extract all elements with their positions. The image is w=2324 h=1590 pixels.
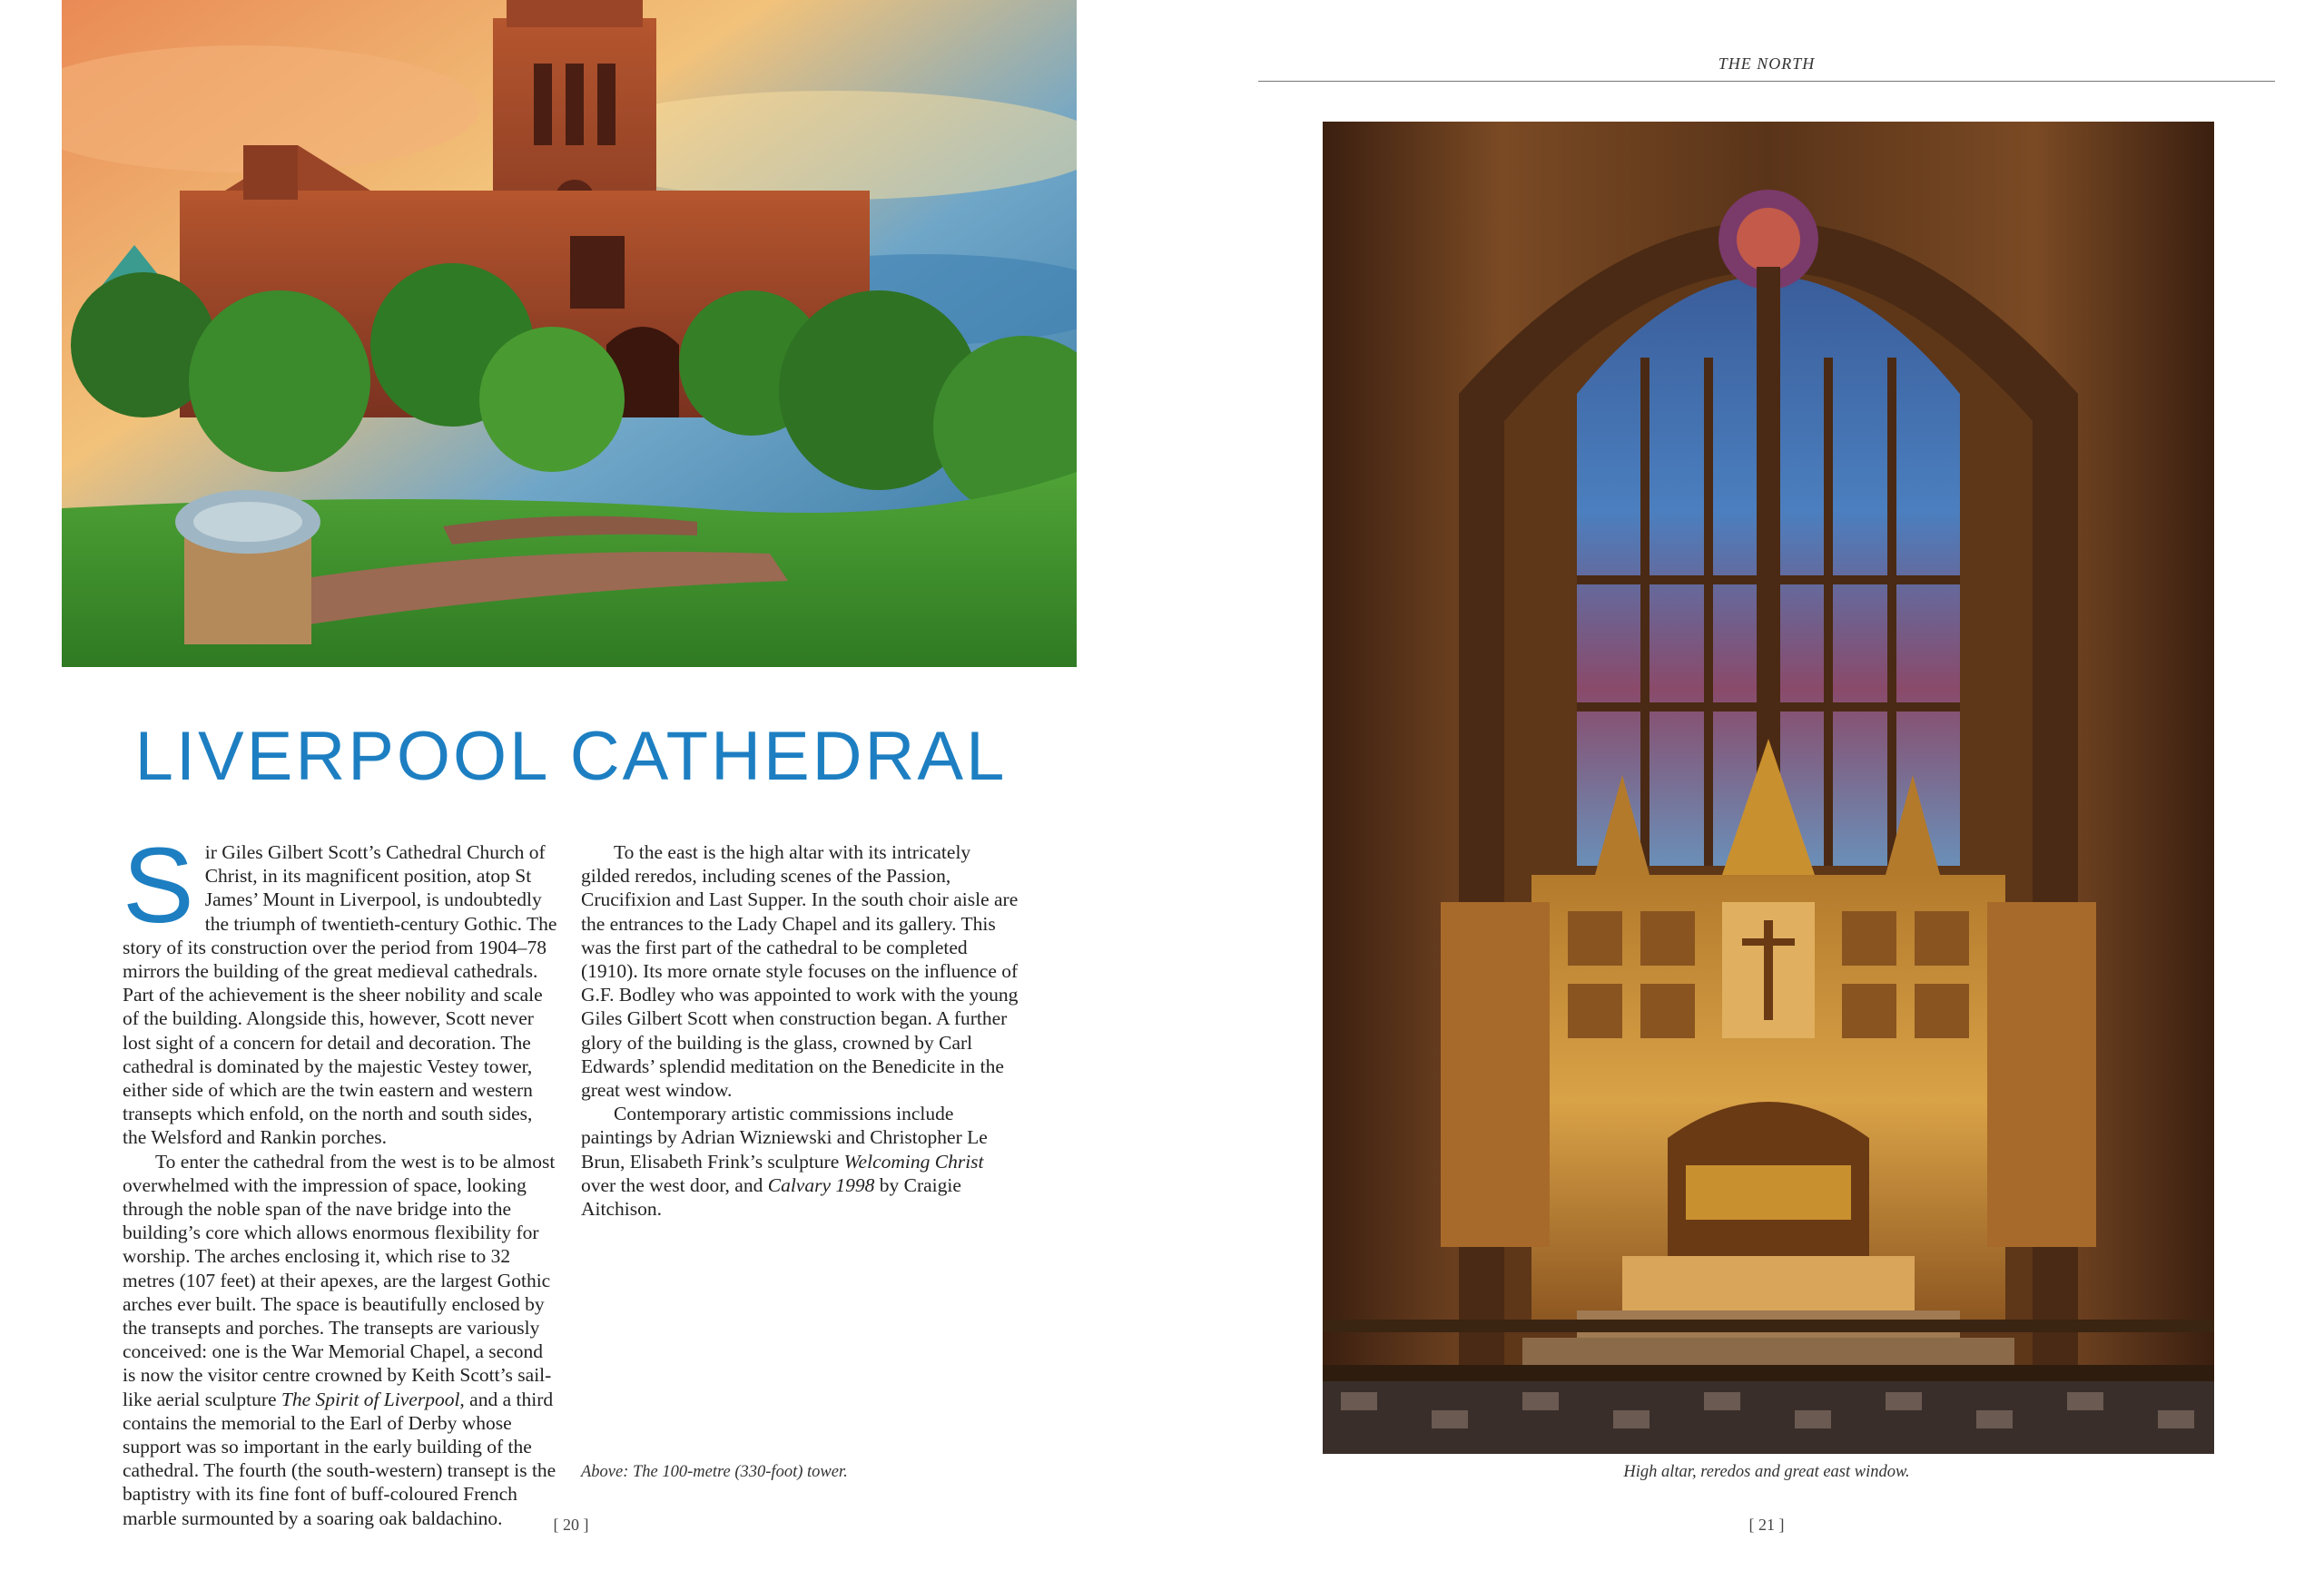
right-photo-caption: High altar, reredos and great east window. [1623,1463,1910,1481]
artwork-title-calvary: Calvary 1998 [767,1173,875,1196]
article-title: LIVERPOOL CATHEDRAL [134,718,1008,795]
left-photo-caption: Above: The 100-metre (330-foot) tower. [581,1463,848,1481]
page-number-left: [ 20 ] [553,1516,589,1534]
text-column-2-content [581,840,1019,1221]
paragraph-1-text: ir Giles Gilbert Scott’s Cathedral Church of Christ, in its magnificent position, atop St James’ Mount in Liverpool, is undoubtedly the triumph of twentieth-century Gothic. The story of its construction over the period from 1904–78 mirrors the building of the great medieval cathedrals. Part of the achievement is the sheer nobility and scale of the building. Alongside this, however, Scott never lost sight of a concern for detail and decoration. The cathedral is dominated by the majestic Vestey tower, either side of which are the twin eastern and western transepts which enfold, on the north and south sides, the Welsford and Rankin porches. [123,841,557,1149]
paragraph-4 [581,1102,1019,1221]
artwork-title-welcoming-christ: Welcoming Christ [843,1150,984,1173]
running-head: THE NORTH [1718,54,1816,73]
high-altar-photo [1323,122,2214,1454]
header-rule [1258,81,2275,82]
paragraph-2 [123,1150,560,1530]
paragraph-1 [123,826,560,1150]
artwork-title-spirit-of-liverpool: The Spirit of Liverpool [281,1388,460,1410]
text-column-1 [123,826,560,1530]
paragraph-2-text-b: , and a third contains the memorial to the Earl of Derby whose support was so important in the early building of the cathedral. The fourth (the south-western) transept is the baptistry with its fine font of buff-coloured French marble surmounted by a soaring oak baldachino. [123,1388,556,1529]
drop-cap: S [123,826,194,946]
paragraph-4-text-c: by Craigie Aitchison. [581,1173,961,1221]
paragraph-2-text-a: To enter the cathedral from the west is to be almost overwhelmed with the impression of space, looking through the noble span of the nave bridge into the building’s core which allows enormous flexibility for worship. The arches enclosing it, which rise to 32 metres (107 feet) at their apexes, are the largest Gothic arches ever built. The space is beautifully enclosed by the transepts and porches. The transepts are variously conceived: one is the War Memorial Chapel, a second is now the visitor centre crowned by Keith Scott’s sail-like aerial sculpture [123,1150,556,1410]
cathedral-exterior-photo [62,0,1077,667]
page-number-right: [ 21 ] [1748,1516,1785,1534]
paragraph-3: To the east is the high altar with its intricately gilded reredos, including scenes of the Passion, Crucifixion and Last Supper. In the south choir aisle are the entrances to the Lady Chapel and its gallery. This was the first part of the cathedral to be completed (1910). Its more ornate style focuses on the influence of G.F. Bodley who was appointed to work with the young Giles Gilbert Scott when construction began. A further glory of the building is the glass, crowned by Carl Edwards’ splendid meditation on the Benedicite in the great west window. [581,841,1019,1102]
paragraph-4-text-a: Contemporary artistic commissions include paintings by Adrian Wizniewski and Christopher Le Brun, Elisabeth Frink’s sculpture [581,1103,988,1173]
paragraph-4-text-b: over the west door, and [581,1173,768,1196]
